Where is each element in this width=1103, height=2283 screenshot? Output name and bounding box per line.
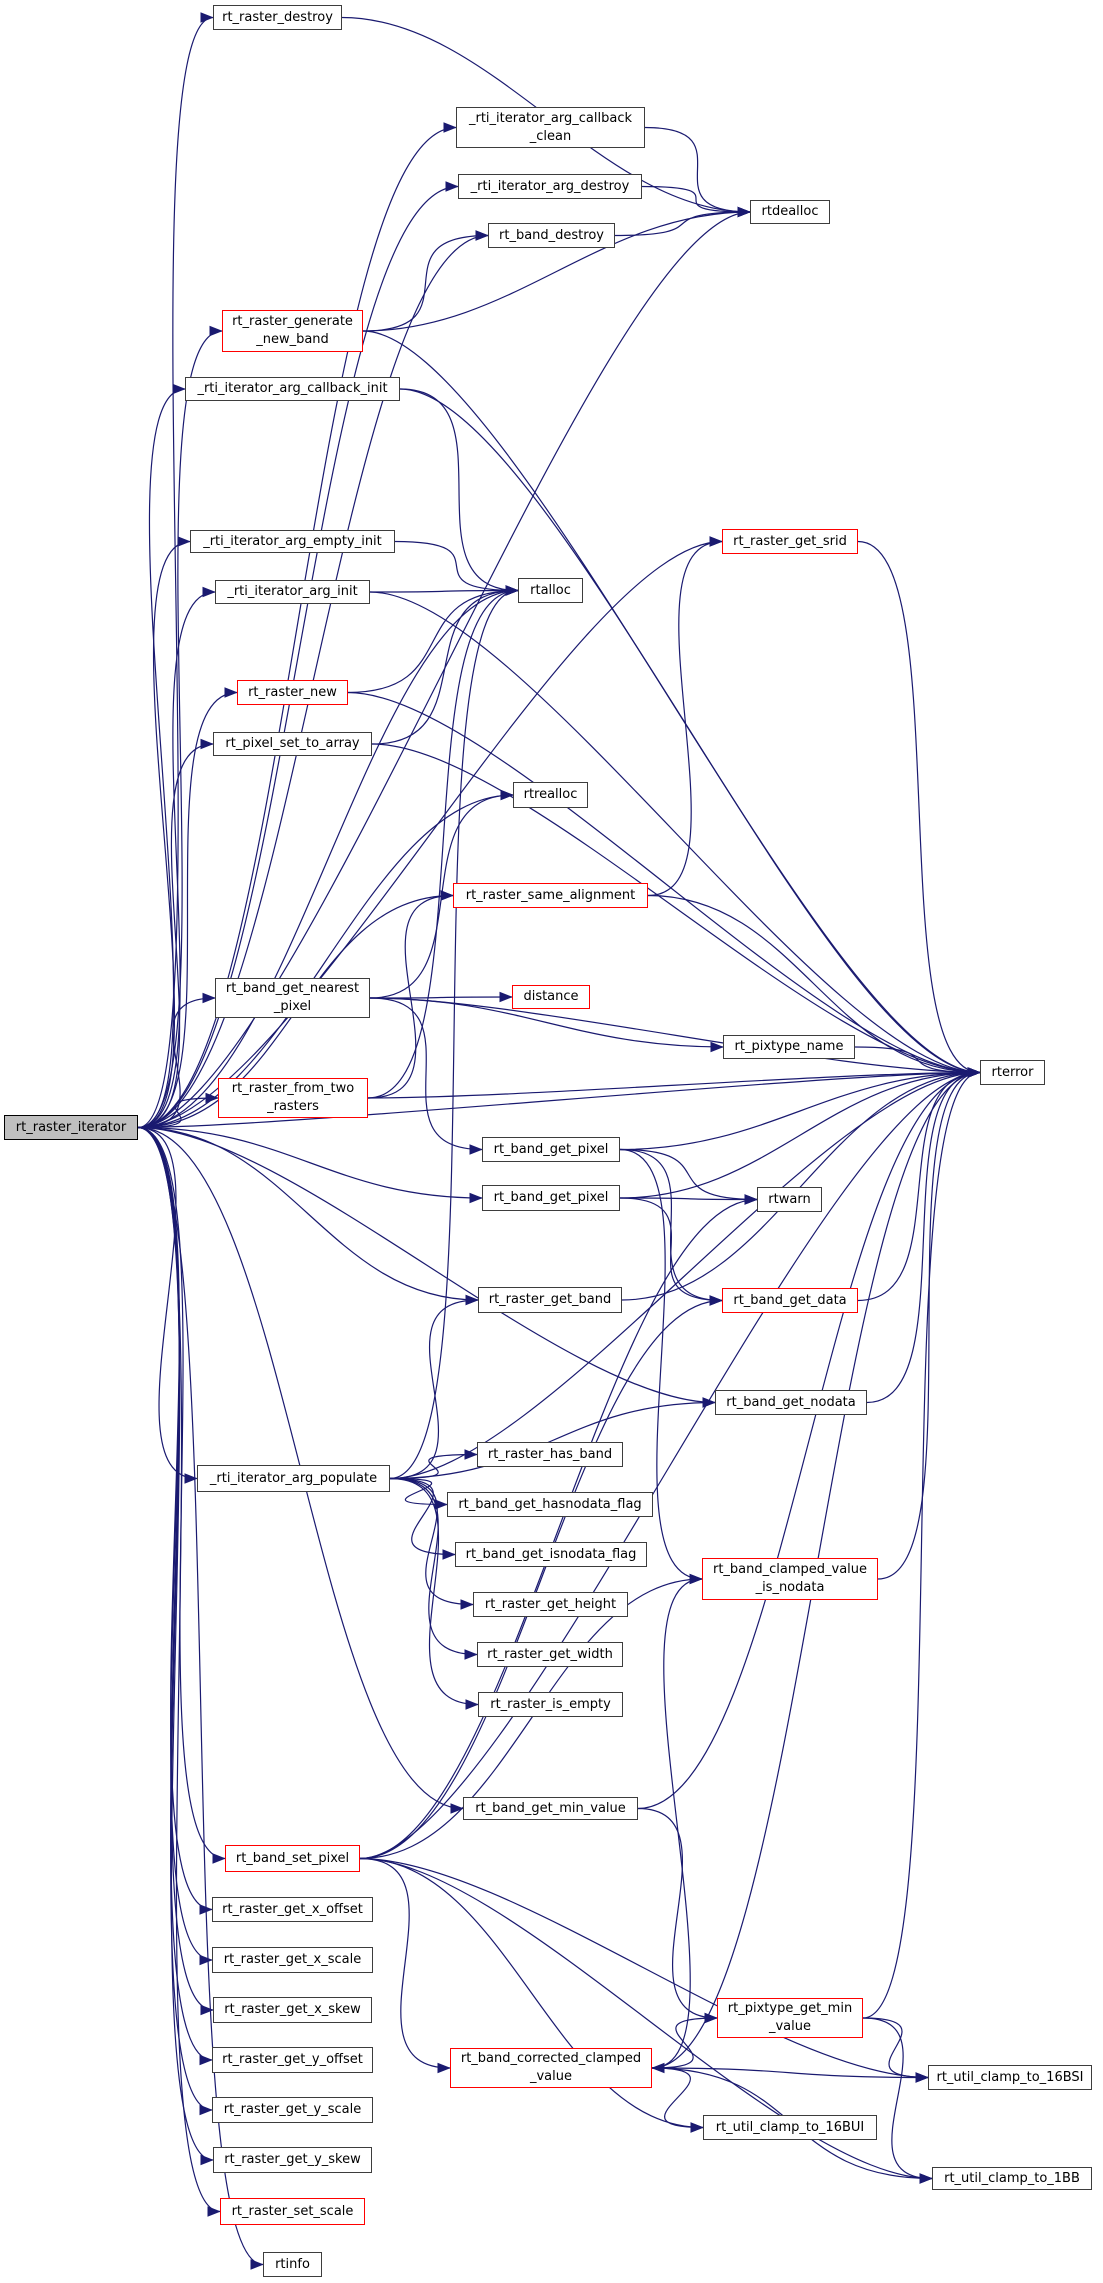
node-rt-raster-new[interactable]: rt_raster_new [237, 680, 348, 705]
edge-get_srid-to-rterror [858, 542, 980, 1073]
node-rt-raster-get-width[interactable]: rt_raster_get_width [477, 1642, 623, 1667]
node-rti-iterator-arg-callback-init[interactable]: _rti_iterator_arg_callback_init [185, 377, 400, 401]
node-rt-pixel-set-to-array[interactable]: rt_pixel_set_to_array [213, 732, 372, 756]
node-rt-band-get-pixel[interactable]: rt_band_get_pixel [482, 1185, 620, 1211]
node-rt-band-get-nearest-pixel[interactable]: rt_band_get_nearest _pixel [215, 978, 370, 1018]
node-rt-band-get-pixel[interactable]: rt_band_get_pixel [482, 1137, 620, 1162]
edge-cb_clean-to-rtdealloc [645, 128, 750, 213]
node-rt-raster-get-y-skew[interactable]: rt_raster_get_y_skew [213, 2147, 372, 2173]
node-rt-raster-has-band[interactable]: rt_raster_has_band [477, 1442, 623, 1467]
node-rt-band-get-isnodata-flag[interactable]: rt_band_get_isnodata_flag [455, 1542, 647, 1567]
edge-corrected-to-c16bui [652, 2068, 703, 2128]
node-rt-util-clamp-to-16BUI[interactable]: rt_util_clamp_to_16BUI [703, 2115, 877, 2140]
node-rt-band-set-pixel[interactable]: rt_band_set_pixel [225, 1845, 360, 1872]
edge-iterator-to-rtinfo [138, 1128, 263, 2265]
node-rtrealloc[interactable]: rtrealloc [513, 782, 588, 808]
node-rt-band-corrected-clamped-value[interactable]: rt_band_corrected_clamped _value [450, 2048, 652, 2088]
node-rt-band-get-hasnodata-flag[interactable]: rt_band_get_hasnodata_flag [447, 1492, 653, 1517]
node-rti-iterator-arg-destroy[interactable]: _rti_iterator_arg_destroy [458, 174, 642, 199]
node-distance[interactable]: distance [512, 985, 590, 1009]
edge-iterator-to-set_scale [138, 1128, 220, 2212]
node-rt-pixtype-name[interactable]: rt_pixtype_name [723, 1035, 855, 1059]
edge-arg_destroy-to-rtdealloc [642, 187, 750, 213]
node-rt-raster-is-empty[interactable]: rt_raster_is_empty [478, 1692, 623, 1717]
edge-cb_init-to-rterror [400, 389, 980, 1073]
node-rti-iterator-arg-callback-clean[interactable]: _rti_iterator_arg_callback _clean [456, 107, 645, 148]
node-rt-pixtype-get-min-value[interactable]: rt_pixtype_get_min _value [717, 1998, 863, 2038]
edge-populate-to-get_band [390, 1300, 478, 1479]
node-rt-raster-get-x-offset[interactable]: rt_raster_get_x_offset [212, 1897, 373, 1922]
edge-pix_min-to-rterror [863, 1073, 980, 2019]
node-rti-iterator-arg-init[interactable]: _rti_iterator_arg_init [215, 580, 370, 604]
node-rt-util-clamp-to-1BB[interactable]: rt_util_clamp_to_1BB [932, 2167, 1092, 2190]
edge-iterator-to-destroy [138, 18, 213, 1128]
edge-empty_init-to-rtalloc [395, 542, 518, 591]
edge-min_value-to-pix_min [638, 1809, 717, 2019]
node-rtwarn[interactable]: rtwarn [757, 1187, 822, 1212]
node-rt-raster-generate-new-band[interactable]: rt_raster_generate _new_band [222, 310, 363, 352]
edge-cb_init-to-rtalloc [400, 389, 518, 591]
node-rt-raster-iterator[interactable]: rt_raster_iterator [4, 1115, 138, 1140]
node-rt-raster-get-height[interactable]: rt_raster_get_height [473, 1592, 628, 1617]
edge-arg_init-to-rterror [370, 592, 980, 1073]
node-rti-iterator-arg-empty-init[interactable]: _rti_iterator_arg_empty_init [190, 530, 395, 553]
node-rterror[interactable]: rterror [980, 1060, 1045, 1085]
node-rt-raster-get-x-skew[interactable]: rt_raster_get_x_skew [213, 1997, 372, 2023]
edge-set_pixel-to-get_data [360, 1301, 722, 1859]
node-rt-raster-from-two-rasters[interactable]: rt_raster_from_two _rasters [218, 1078, 368, 1118]
node-rt-util-clamp-to-16BSI[interactable]: rt_util_clamp_to_16BSI [928, 2065, 1092, 2090]
edge-iterator-to-get_srid [138, 542, 722, 1128]
edge-iterator-to-get_nodata [138, 1128, 715, 1403]
node-rt-band-get-nodata[interactable]: rt_band_get_nodata [715, 1390, 867, 1415]
edge-iterator-to-y_offset [138, 1128, 212, 2061]
edge-pix_min-to-c1bb [863, 2018, 932, 2179]
edge-pix_min-to-c16bsi [863, 2018, 928, 2078]
node-rt-raster-get-y-scale[interactable]: rt_raster_get_y_scale [212, 2097, 373, 2123]
node-rtdealloc[interactable]: rtdealloc [750, 200, 830, 224]
edge-min_value-to-rterror [638, 1073, 980, 1809]
edge-raster_new-to-rterror [348, 693, 980, 1073]
edge-band_destroy-to-rtdealloc [615, 212, 750, 236]
edge-pixel_set-to-rtalloc [372, 591, 518, 745]
edge-get_pixel1-to-rterror [620, 1073, 980, 1150]
node-rt-band-get-min-value[interactable]: rt_band_get_min_value [463, 1797, 638, 1820]
node-rt-raster-set-scale[interactable]: rt_raster_set_scale [220, 2198, 365, 2225]
edge-nearest-to-get_pixel1 [370, 998, 482, 1150]
edge-set_pixel-to-corrected [360, 1859, 450, 2069]
edge-corrected-to-pix_min [652, 2018, 717, 2068]
node-rt-raster-destroy[interactable]: rt_raster_destroy [213, 5, 342, 30]
node-rt-raster-get-x-scale[interactable]: rt_raster_get_x_scale [212, 1947, 373, 1973]
node-rtalloc[interactable]: rtalloc [518, 578, 583, 603]
node-rt-band-get-data[interactable]: rt_band_get_data [722, 1288, 858, 1313]
edge-pixel_set-to-rterror [372, 744, 980, 1073]
edge-iterator-to-get_band [138, 1128, 478, 1301]
edge-iterator-to-rtalloc [138, 591, 518, 1128]
edge-nearest-to-rterror [370, 998, 980, 1073]
edge-from_two-to-rtalloc [368, 591, 518, 1099]
edge-populate-to-rtalloc [390, 591, 518, 1479]
edge-iterator-to-x_scale [138, 1128, 212, 1961]
node-rt-raster-get-band[interactable]: rt_raster_get_band [478, 1287, 622, 1313]
edge-populate-to-rterror [390, 1073, 980, 1479]
node-rt-raster-same-alignment[interactable]: rt_raster_same_alignment [453, 883, 648, 908]
node-rt-band-clamped-value-is-nodata[interactable]: rt_band_clamped_value _is_nodata [702, 1558, 878, 1600]
node-rt-raster-get-y-offset[interactable]: rt_raster_get_y_offset [212, 2047, 373, 2073]
node-rt-band-destroy[interactable]: rt_band_destroy [488, 223, 615, 248]
edge-clamped_nodata-to-rterror [878, 1073, 980, 1580]
node-rti-iterator-arg-populate[interactable]: _rti_iterator_arg_populate [197, 1465, 390, 1492]
edge-iterator-to-nearest [138, 998, 215, 1128]
node-rtinfo[interactable]: rtinfo [263, 2252, 322, 2277]
edge-raster_new-to-rtalloc [348, 591, 518, 693]
node-rt-raster-get-srid[interactable]: rt_raster_get_srid [722, 529, 858, 554]
edge-iterator-to-get_pixel2 [138, 1128, 482, 1199]
